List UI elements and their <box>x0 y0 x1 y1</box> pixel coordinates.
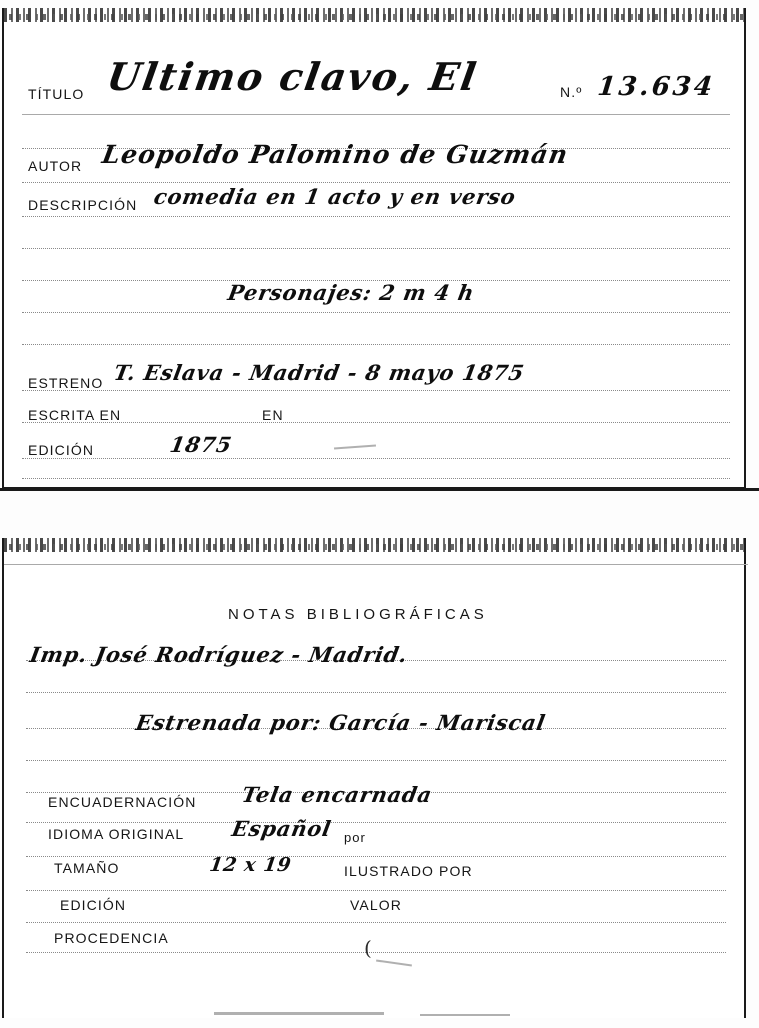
rule-line <box>22 390 730 391</box>
rule-line <box>22 312 730 313</box>
torn-edge-icon <box>4 538 744 552</box>
bottom-edge-mark <box>214 1012 384 1015</box>
label-titulo: TÍTULO <box>28 86 85 102</box>
label-estreno: ESTRENO <box>28 375 104 391</box>
pen-stroke-mark <box>376 960 412 967</box>
value-note-line-2: Estrenada por: García - Mariscal <box>134 710 548 735</box>
label-por: por <box>344 830 366 845</box>
rule-line <box>22 478 730 479</box>
label-tamano: TAMAÑO <box>54 860 120 876</box>
catalog-card-back <box>2 538 746 1018</box>
value-estreno: T. Eslava - Madrid - 8 mayo 1875 <box>112 360 527 385</box>
value-idioma-original: Español <box>230 816 334 841</box>
label-procedencia: PROCEDENCIA <box>54 930 169 946</box>
label-en: EN <box>262 407 284 423</box>
rule-line <box>26 890 726 891</box>
pen-scribble-mark: ( <box>364 936 372 960</box>
rule-line <box>26 922 726 923</box>
section-heading-notas: NOTAS BIBLIOGRÁFICAS <box>228 606 488 623</box>
rule-line <box>26 822 726 823</box>
rule-line <box>22 114 730 115</box>
rule-line <box>22 216 730 217</box>
label-valor: VALOR <box>350 897 402 913</box>
bottom-edge-mark <box>420 1014 510 1016</box>
label-edicion: EDICIÓN <box>28 442 95 458</box>
label-autor: AUTOR <box>28 158 83 174</box>
label-numero: N.º <box>560 84 583 100</box>
value-titulo: Ultimo clavo, El <box>104 54 481 99</box>
value-note-line-1: Imp. José Rodríguez - Madrid. <box>28 642 410 667</box>
rule-line <box>4 564 748 565</box>
rule-line <box>22 458 730 459</box>
label-escrita-en: ESCRITA EN <box>28 407 122 423</box>
rule-line <box>26 760 726 761</box>
value-edicion: 1875 <box>168 432 235 457</box>
value-personajes-note: Personajes: 2 m 4 h <box>226 280 477 305</box>
rule-line <box>22 182 730 183</box>
rule-line <box>26 856 726 857</box>
rule-line <box>22 248 730 249</box>
label-descripcion: DESCRIPCIÓN <box>28 197 138 213</box>
card-bottom-border <box>0 488 759 491</box>
value-descripcion: comedia en 1 acto y en verso <box>152 184 518 209</box>
rule-line <box>22 344 730 345</box>
label-idioma-original: IDIOMA ORIGINAL <box>48 826 185 842</box>
catalog-card-front <box>2 8 746 490</box>
label-ilustrado-por: ILUSTRADO POR <box>344 863 473 879</box>
rule-line <box>26 952 726 953</box>
value-numero: 13.634 <box>596 72 717 102</box>
rule-line <box>22 422 730 423</box>
value-encuadernacion: Tela encarnada <box>240 782 435 807</box>
pen-stroke-mark <box>334 445 376 450</box>
torn-edge-icon <box>4 8 744 22</box>
rule-line <box>26 692 726 693</box>
value-tamano: 12 x 19 <box>208 854 293 876</box>
label-edicion-back: EDICIÓN <box>60 897 127 913</box>
label-encuadernacion: ENCUADERNACIÓN <box>48 794 197 810</box>
value-autor: Leopoldo Palomino de Guzmán <box>100 140 571 169</box>
